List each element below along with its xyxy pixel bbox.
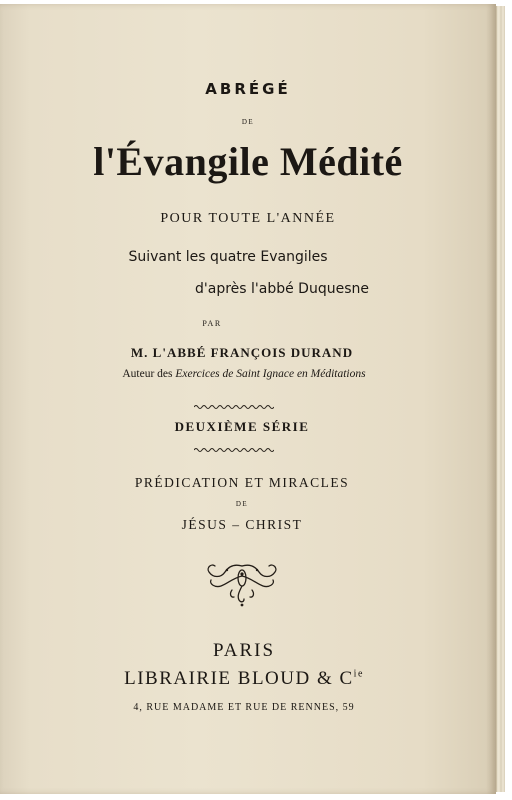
topic-predication: PRÉDICATION ET MIRACLES [134,475,350,490]
page-edge [496,6,505,792]
ornament-fleuron-icon [0,556,490,613]
subtitle-evangiles: Suivant les quatre Evangiles [128,249,328,265]
title-abrege: ABRÉGÉ [205,80,291,98]
publisher-address: 4, RUE MADAME ET RUE DE RENNES, 59 [133,702,355,713]
book-page [0,4,496,794]
city-paris: PARIS [212,640,276,661]
subtitle-duquesne: d'après l'abbé Duquesne [195,281,369,297]
de-word-1: DE [241,118,255,126]
publisher-text: LIBRAIRIE BLOUD & C [124,668,354,689]
publisher-name [0,668,492,690]
author-name: M. L'ABBÉ FRANÇOIS DURAND [130,345,354,360]
par-word: PAR [202,319,222,328]
topic-jesus-christ: JÉSUS – CHRIST [181,517,303,532]
wavy-rule-2 [0,440,482,458]
series-label: DEUXIÈME SÉRIE [174,419,310,434]
publisher-superscript: ie [353,668,364,680]
main-title: l'Évangile Médité [93,139,403,184]
author-desc-prefix: Auteur des [122,368,173,380]
wavy-rule-1 [0,397,482,415]
author-desc-work: Exercices de Saint Ignace en Méditations [175,368,366,380]
subtitle-toute-lannee: POUR TOUTE L'ANNÉE [160,211,336,226]
author-description [0,368,492,380]
de-word-2: DE [235,500,249,508]
